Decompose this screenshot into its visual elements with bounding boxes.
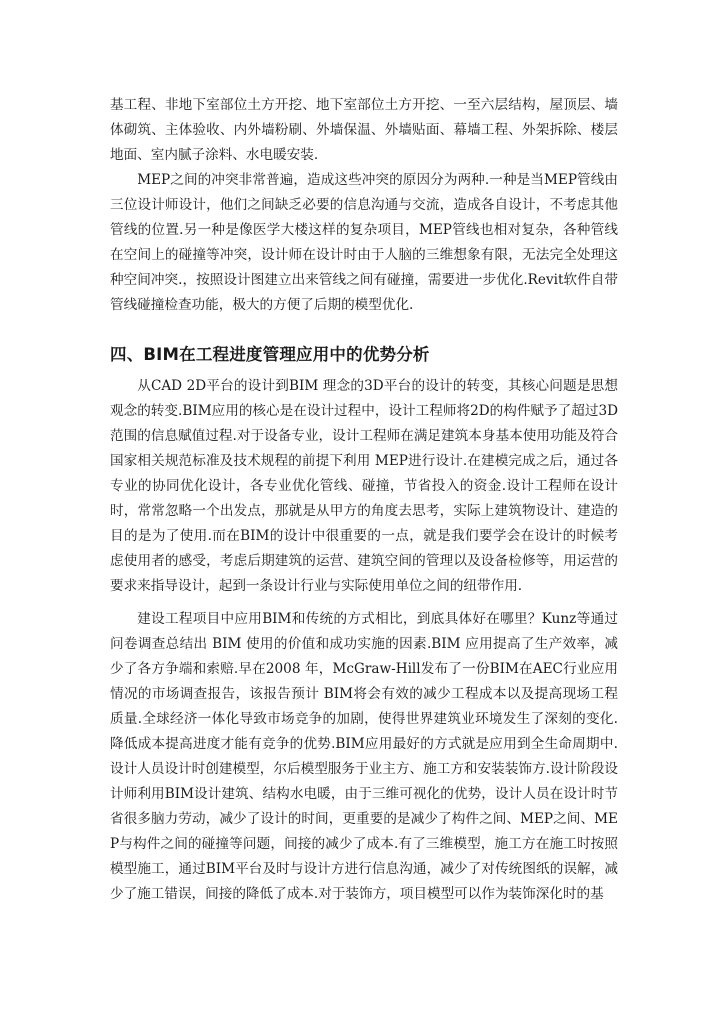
paragraph-3: 从CAD 2D平台的设计到BIM 理念的3D平台的设计的转变，其核心问题是思想观念的转变.BIM应用的核心是在设计过程中，设计工程师将2D的构件赋予了超过3D范围的信息赋值过程.对于设备专业，设计工程师在满足建筑本身基本使用功能及符合国家相关规范标准及技术规程的前提下利用 MEP进行设计.在建模完成之后，通过各专业的协同优化设计，各专业优化管线、碰撞，节省投入的资金.设计工程师在设计时，常常忽略一个出发点，那就是从甲方的角度去思考，实际上建筑物设计、建造的目的是为了使用.而在BIM的设计中很重要的一点，就是我们要学会在设计的时候考虑使用者的感受，考虑后期建筑的运营、建筑空间的管理以及设备检修等，用运营的要求来指导设计，起到一条设计行业与实际使用单位之间的纽带作用. xyxy=(110,378,618,594)
section-heading: 四、BIM在工程进度管理应用中的优势分析 xyxy=(110,345,430,364)
paragraph-1: 基工程、非地下室部位土方开挖、地下室部位土方开挖、一至六层结构，屋顶层、墙体砌筑、主体验收、内外墙粉刷、外墙保温、外墙贴面、幕墙工程、外架拆除、楼层地面、室内腻子涂料、水电暖安装. xyxy=(110,97,618,163)
paragraph-4: 建设工程项目中应用BIM和传统的方式相比，到底具体好在哪里？Kunz等通过问卷调查总结出 BIM 使用的价值和成功实施的因素.BIM 应用提高了生产效率，减少了各方争端和索赔.早在2008 年，McGraw-Hill发布了一份BIM在AEC行业应用情况的市场调查报告，该报告预计 BIM将会有效的减少工程成本以及提高现场工程质量.全球经济一体化导致市场竞争的加剧，使得世界建筑业环境发生了深刻的变化.降低成本提高进度才能有竞争的优势.BIM应用最好的方式就是应用到全生命周期中.设计人员设计时创建模型，尔后模型服务于业主方、施工方和安装装饰方.设计阶段设计师利用BIM设计建筑、结构水电暖，由于三维可视化的优势，设计人员在设计时节省很多脑力劳动，减少了设计的时间，更重要的是减少了构件之间、MEP之间、MEP与构件之间的碰撞等问题，间接的减少了成本.有了三维模型，施工方在施工时按照模型施工，通过BIM平台及时与设计方进行信息沟通，减少了对传统图纸的误解，减少了施工错误，间接的降低了成本.对于装饰方，项目模型可以作为装饰深化时的基 xyxy=(110,611,618,902)
paragraph-2: MEP之间的冲突非常普遍，造成这些冲突的原因分为两种.一种是当MEP管线由三位设计师设计，他们之间缺乏必要的信息沟通与交流，造成各自设计，不考虑其他管线的位置.另一种是像医学大楼这样的复杂项目，MEP管线也相对复杂，各种管线在空间上的碰撞等冲突，设计师在设计时由于人脑的三维想象有限，无法完全处理这种空间冲突.，按照设计图建立出来管线之间有碰撞，需要进一步优化.Revit软件自带管线碰撞检查功能，极大的方便了后期的模型优化. xyxy=(110,172,618,313)
